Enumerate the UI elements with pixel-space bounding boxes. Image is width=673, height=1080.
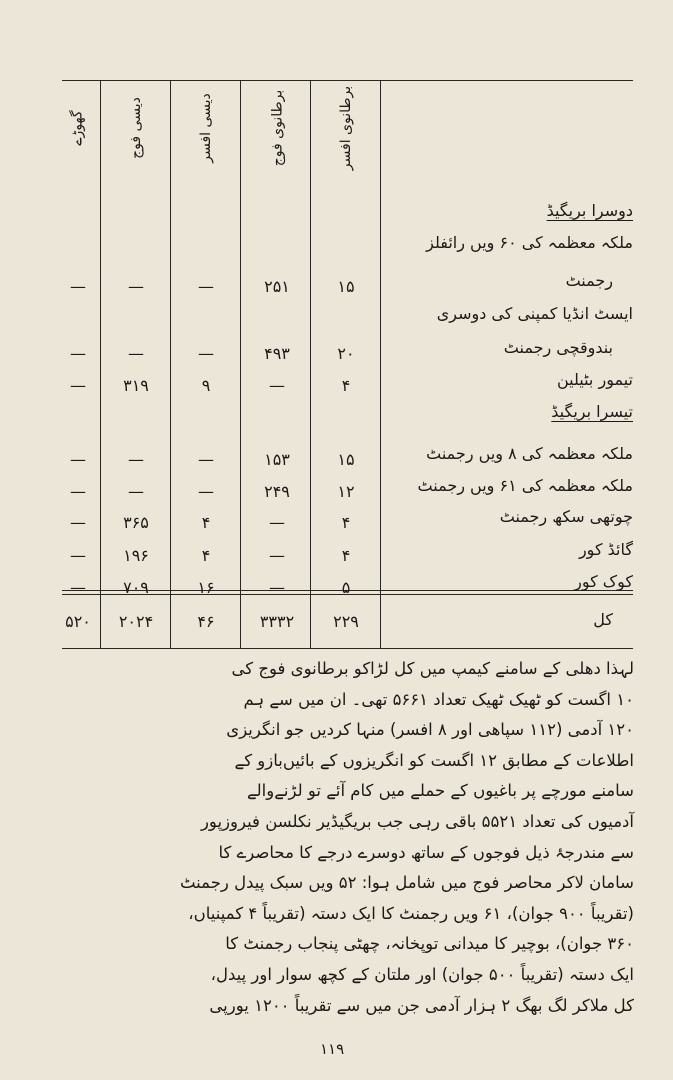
paragraph-line: اطلاعات کے مطابق ۱۲ اگست کو انگریزوں کے بائیں‌بازو کے [234, 750, 634, 770]
column-header-label: گھوڑے [70, 110, 87, 146]
body-paragraph [58, 654, 634, 1021]
total-cell: ۵۲۰ [65, 612, 91, 631]
column-header-label: دیسی افسر [198, 93, 215, 163]
table-row-label [383, 370, 633, 389]
column-header-label: برطانوی فوج [269, 89, 285, 167]
table-cell: ۴۹۳ [264, 344, 290, 363]
paragraph-line: ۳۶۰ جوان)، بوچیر کا میدانی توپخانہ، چھٹی پنجاب رجمنٹ کا [225, 934, 634, 954]
column-divider [380, 80, 381, 648]
table-row-label [363, 338, 613, 357]
paragraph-line: سامنے مورچے پر باغیوں کے حملے میں کام آئے تو لڑنےوالے [246, 781, 634, 801]
column-header-label: برطانوی افسر [338, 85, 354, 171]
table-cell: ۷۰۹ [123, 578, 149, 597]
table-cell: — [70, 546, 86, 565]
table-cell: — [70, 482, 86, 501]
table-cell: ۴ [341, 376, 351, 395]
row-label-text: کوک کور [574, 572, 633, 591]
column-header [192, 86, 220, 170]
table-cell: — [269, 546, 285, 565]
row-label-text: ملکہ معظمہ کی ۶۱ ویں رجمنٹ [417, 476, 633, 495]
table-cell: ۱۹۶ [123, 546, 149, 565]
column-divider [240, 80, 241, 648]
row-label-text: ملکہ معظمہ کی ۸ ویں رجمنٹ [426, 444, 633, 463]
table-row-label [383, 304, 633, 323]
table-top-rule [62, 80, 633, 81]
table-cell: — [70, 376, 86, 395]
table-cell: ۲۴۹ [264, 482, 290, 501]
table-cell: — [70, 450, 86, 469]
table-cell: ۱۵۳ [264, 450, 290, 469]
row-label-text: تیسرا بریگیڈ [551, 402, 633, 421]
table-row-label [363, 271, 613, 290]
table-cell: — [198, 482, 214, 501]
table-cell: ۴ [341, 546, 351, 565]
table-cell: ۹ [201, 376, 211, 395]
table-cell: ۴ [201, 546, 211, 565]
table-cell: ۴ [341, 513, 351, 532]
paragraph-line: ۱۲۰ آدمی (۱۱۲ سپاھی اور ۸ افسر) منہا کردیں جو انگریزی [226, 720, 634, 740]
row-label-text: ملکہ معظمہ کی ۶۰ ویں رائفلز [426, 233, 633, 252]
table-cell: ۳۶۵ [123, 513, 149, 532]
table-row-label [383, 476, 633, 495]
table-cell: ۳۱۹ [123, 376, 149, 395]
column-header-label: دیسی فوج [128, 97, 145, 159]
total-label: کل [593, 610, 613, 629]
table-row-label [383, 507, 633, 526]
table-row-label [383, 572, 633, 591]
table-cell: — [269, 513, 285, 532]
table-cell: — [269, 376, 285, 395]
table-cell: ۱۶ [197, 578, 215, 597]
paragraph-line: (تقریباً ۹۰۰ جوان)، ۶۱ ویں رجمنٹ کا ایک دستہ (تقریباً ۴ کمپنیاں، [188, 903, 634, 923]
row-label-text: تیمور بٹیلین [556, 370, 633, 389]
paragraph-line: آدمیوں کی تعداد ۵۵۲۱ باقی رہی جب بریگیڈیر نکلسن فیروزپور [200, 811, 634, 831]
column-divider [310, 80, 311, 648]
table-row-label [383, 233, 633, 252]
table-cell: ۵ [341, 578, 351, 597]
paragraph-line: سے مندرجۂ ذیل فوجوں کے ساتھ دوسرے درجے کا محاصرے کا [218, 842, 634, 862]
row-label-text: رجمنٹ [565, 271, 613, 290]
table-cell: — [70, 578, 86, 597]
brigade-heading [383, 201, 633, 220]
brigade-heading [383, 402, 633, 421]
table-row-label [383, 444, 633, 463]
column-header [263, 86, 291, 170]
total-cell: ۲۲۹ [333, 612, 359, 631]
table-cell: — [128, 277, 144, 296]
total-cell: ۲۰۲۴ [118, 612, 154, 631]
paragraph-line: سامان لاکر محاصر فوج میں شامل ہوا: ۵۲ ویں سبک پیدل رجمنٹ [179, 873, 634, 893]
paragraph-line: ایک دستہ (تقریباً ۵۰۰ جوان) اور ملتان کے کچھ سوار اور پیدل، [210, 964, 634, 984]
column-header [64, 86, 92, 170]
column-header [122, 86, 150, 170]
table-cell: ۱۵ [337, 450, 355, 469]
table-cell: ۴ [201, 513, 211, 532]
table-cell: ۱۵ [337, 277, 355, 296]
table-cell: — [70, 277, 86, 296]
row-label-text: ایسٹ انڈیا کمپنی کی دوسری [436, 304, 633, 323]
table-row-label [383, 540, 633, 559]
table-cell: ۱۲ [337, 482, 355, 501]
table-cell: — [128, 344, 144, 363]
paragraph-line: ۱۰ اگست کو ٹھیک ٹھیک تعداد ۵۶۶۱ تھی۔ ان میں سے ہم [243, 689, 634, 709]
table-cell: — [128, 450, 144, 469]
page-number: ۱۱۹ [320, 1040, 345, 1058]
table-cell: — [70, 344, 86, 363]
table-cell: — [128, 482, 144, 501]
paragraph-line: کل ملاکر لگ بھگ ۲ ہزار آدمی جن میں سے تقریباً ۱۲۰۰ یورپی [209, 995, 634, 1015]
table-cell: — [70, 513, 86, 532]
row-label-text: دوسرا بریگیڈ [546, 201, 633, 220]
row-label-text: چوتھی سکھ رجمنٹ [499, 507, 633, 526]
table-cell: — [198, 277, 214, 296]
column-divider [170, 80, 171, 648]
table-cell: — [269, 578, 285, 597]
table-cell: — [198, 344, 214, 363]
total-cell: ۴۶ [197, 612, 215, 631]
total-cell: ۳۳۳۲ [259, 612, 295, 631]
paragraph-line: لہذا دھلی کے سامنے کیمپ میں کل لڑاکو برطانوی فوج کی [231, 659, 634, 678]
column-header [332, 86, 360, 170]
table-cell: — [198, 450, 214, 469]
row-label-text: بندوقچی رجمنٹ [503, 338, 613, 357]
table-cell: ۲۵۱ [264, 277, 290, 296]
table-cell: ۲۰ [337, 344, 355, 363]
row-label-text: گائڈ کور [578, 540, 633, 559]
total-bottom-rule [62, 648, 633, 649]
